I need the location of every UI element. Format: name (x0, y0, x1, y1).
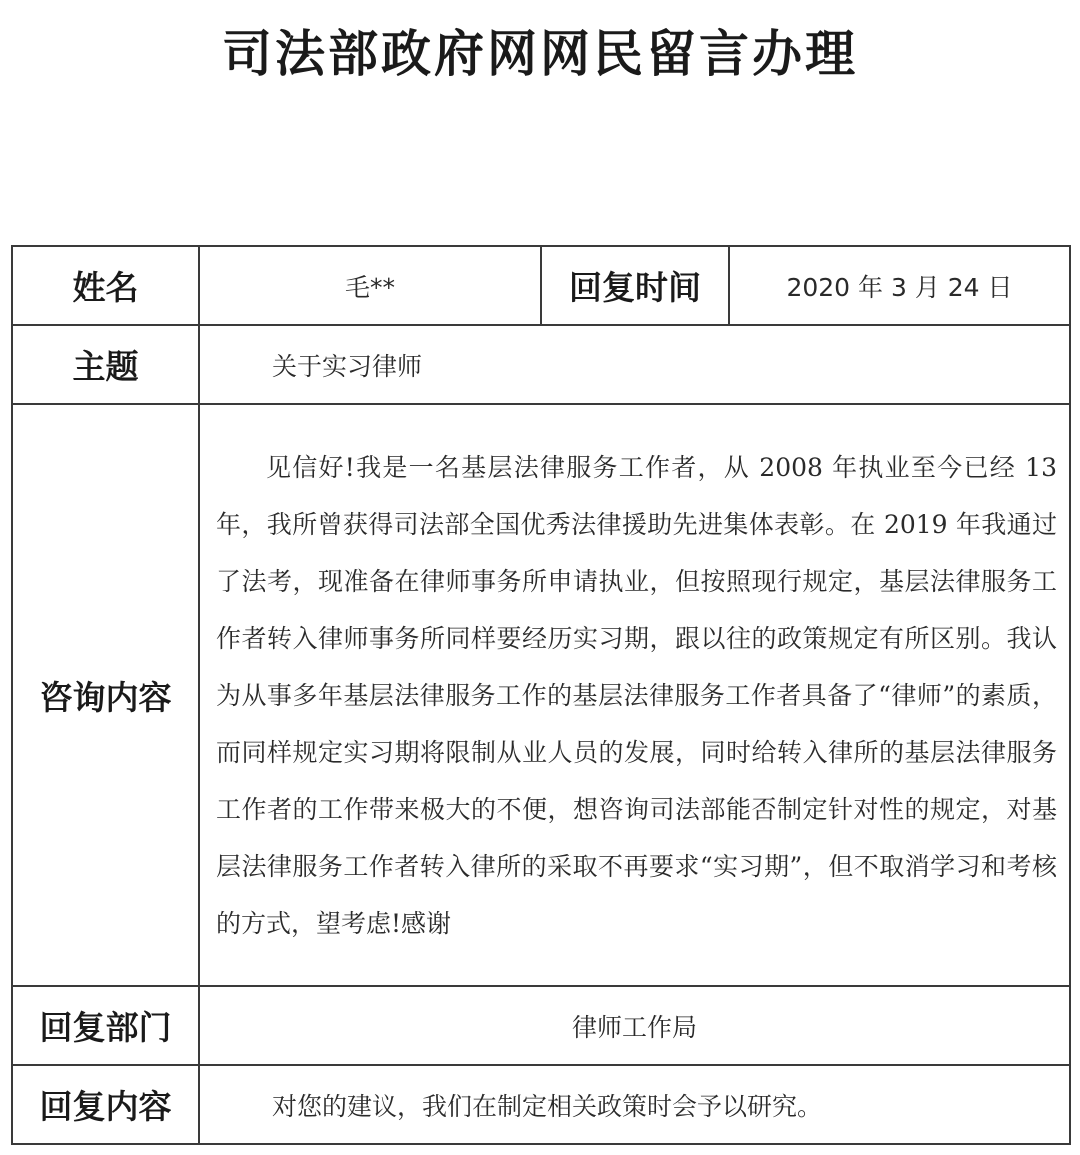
row-dept (12, 986, 1070, 1065)
consult-label: 咨询内容 (12, 404, 199, 986)
row-reply (12, 1065, 1070, 1144)
name-value: 毛** (199, 246, 541, 325)
subject-value: 关于实习律师 (199, 325, 1070, 404)
row-name (12, 246, 1070, 325)
subject-label: 主题 (12, 325, 199, 404)
reply-label: 回复内容 (12, 1065, 199, 1144)
consult-value: 见信好!我是一名基层法律服务工作者，从 2008 年执业至今已经 13 年，我所曾获得司法部全国优秀法律援助先进集体表彰。在 2019 年我通过了法考，现准备在律师事务所申请执业，但按照现行规定，基层法律服务工作者转入律师事务所同样要经历实习期，跟以往的政策规定有所区别。我认为从事多年基层法律服务工作的基层法律服务工作者具备了“律师”的素质，而同样规定实习期将限制从业人员的发展，同时给转入律所的基层法律服务工作者的工作带来极大的不便，想咨询司法部能否制定针对性的规定，对基层法律服务工作者转入律所的采取不再要求“实习期”，但不取消学习和考核的方式，望考虑!感谢 (199, 404, 1070, 986)
row-subject (12, 325, 1070, 404)
name-label: 姓名 (12, 246, 199, 325)
reply-time-label: 回复时间 (541, 246, 729, 325)
reply-value: 对您的建议，我们在制定相关政策时会予以研究。 (199, 1065, 1070, 1144)
dept-value: 律师工作局 (199, 986, 1070, 1065)
reply-time-value: 2020 年 3 月 24 日 (729, 246, 1070, 325)
row-consult (12, 404, 1070, 986)
dept-label: 回复部门 (12, 986, 199, 1065)
page-title: 司法部政府网网民留言办理 (222, 25, 858, 83)
message-record-table (11, 245, 1071, 1145)
